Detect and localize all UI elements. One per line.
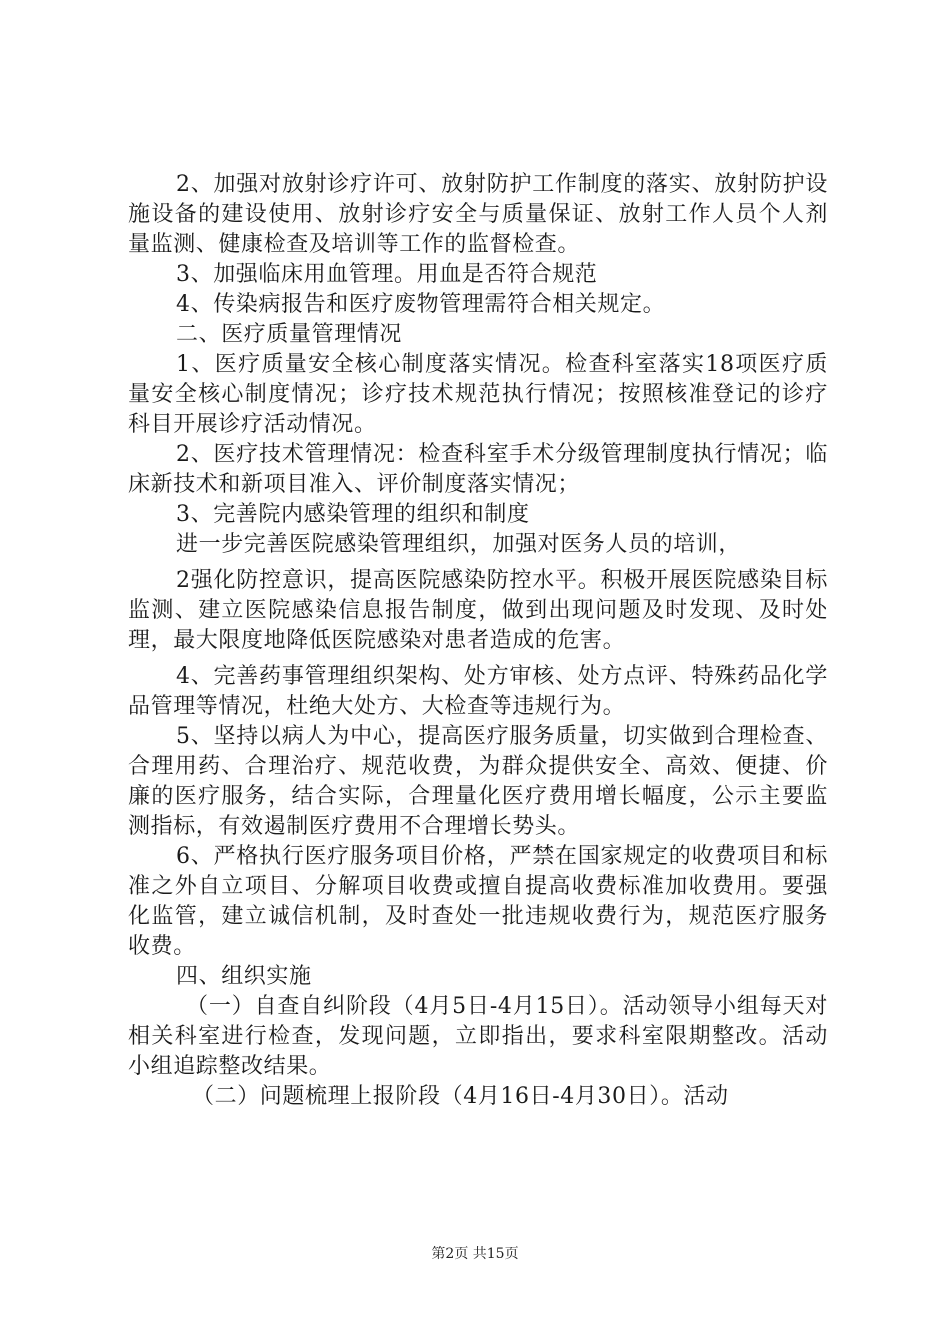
paragraph: 进一步完善医院感染管理组织，加强对医务人员的培训， bbox=[176, 532, 742, 557]
paragraph: 2、医疗技术管理情况：检查科室手术分级管理制度执行情况；临床新技术和新项目准入、评价制度落实情况； bbox=[128, 442, 828, 497]
paragraph: （一）自查自纠阶段（4月5日-4月15日）。活动领导小组每天对相关科室进行检查，发现问题，立即指出，要求科室限期整改。活动小组追踪整改结果。 bbox=[128, 994, 828, 1079]
paragraph: 二、医疗质量管理情况 bbox=[176, 322, 403, 347]
paragraph: （二）问题梳理上报阶段（4月16日-4月30日）。活动 bbox=[192, 1084, 729, 1109]
paragraph: 6、严格执行医疗服务项目价格，严禁在国家规定的收费项目和标准之外自立项目、分解项目收费或擅自提高收费标准加收费用。要强化监管，建立诚信机制，及时查处一批违规收费行为，规范医疗服务收费。 bbox=[128, 844, 828, 959]
paragraph: 3、加强临床用血管理。用血是否符合规范 bbox=[176, 262, 598, 287]
paragraph: 四、组织实施 bbox=[176, 964, 312, 989]
paragraph: 1、医疗质量安全核心制度落实情况。检查科室落实18项医疗质量安全核心制度情况；诊疗技术规范执行情况；按照核准登记的诊疗科目开展诊疗活动情况。 bbox=[128, 352, 828, 437]
paragraph: 2、加强对放射诊疗许可、放射防护工作制度的落实、放射防护设施设备的建设使用、放射诊疗安全与质量保证、放射工作人员个人剂量监测、健康检查及培训等工作的监督检查。 bbox=[128, 172, 828, 257]
paragraph: 2强化防控意识，提高医院感染防控水平。积极开展医院感染目标监测、建立医院感染信息报告制度，做到出现问题及时发现、及时处理，最大限度地降低医院感染对患者造成的危害。 bbox=[128, 568, 828, 653]
document-body bbox=[128, 170, 828, 1112]
paragraph: 5、坚持以病人为中心，提高医疗服务质量，切实做到合理检查、合理用药、合理治疗、规范收费，为群众提供安全、高效、便捷、价廉的医疗服务，结合实际，合理量化医疗费用增长幅度，公示主要监测指标，有效遏制医疗费用不合理增长势头。 bbox=[128, 724, 828, 839]
paragraph: 4、完善药事管理组织架构、处方审核、处方点评、特殊药品化学品管理等情况，杜绝大处方、大检查等违规行为。 bbox=[128, 664, 828, 719]
paragraph: 3、完善院内感染管理的组织和制度 bbox=[176, 502, 530, 527]
page-footer: 第2页 共15页 bbox=[431, 1246, 519, 1262]
paragraph: 4、传染病报告和医疗废物管理需符合相关规定。 bbox=[176, 292, 666, 317]
